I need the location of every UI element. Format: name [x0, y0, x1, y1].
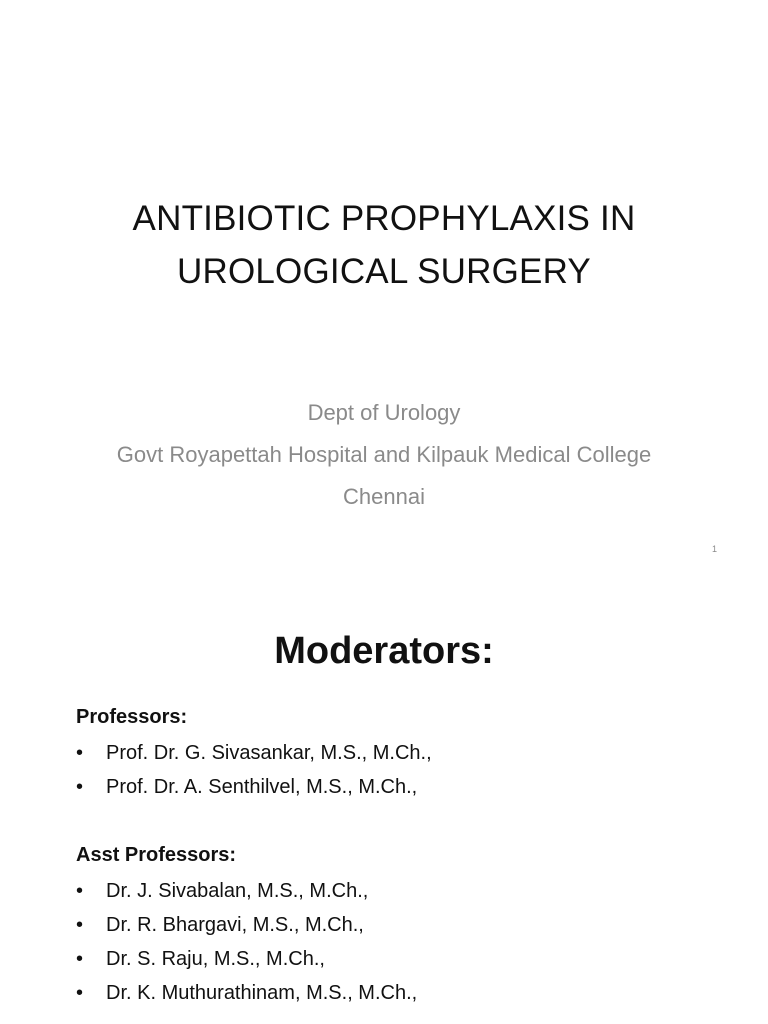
bullet-icon: • — [76, 914, 84, 936]
bullet-icon: • — [76, 982, 84, 1004]
bullet-icon: • — [76, 742, 84, 764]
professors-heading: Professors: — [76, 706, 188, 728]
subtitle-city: Chennai — [343, 484, 425, 509]
professors-list — [76, 736, 432, 804]
list-item: • Prof. Dr. G. Sivasankar, M.S., M.Ch., — [76, 736, 432, 770]
list-item: • Dr. S. Raju, M.S., M.Ch., — [76, 942, 417, 976]
title-line-1: ANTIBIOTIC PROPHYLAXIS IN — [132, 199, 636, 238]
subtitle-department: Dept of Urology — [307, 400, 461, 425]
subtitle-institution: Govt Royapettah Hospital and Kilpauk Medical College — [116, 442, 652, 467]
bullet-icon: • — [76, 948, 84, 970]
asst-professors-list — [76, 874, 417, 1010]
slide-title — [0, 192, 768, 298]
list-item: • Dr. K. Muthurathinam, M.S., M.Ch., — [76, 976, 417, 1010]
asst-professors-heading: Asst Professors: — [76, 844, 237, 866]
slide-moderators — [0, 576, 768, 1024]
moderators-title: Moderators: — [274, 630, 494, 672]
slide-subtitle — [0, 392, 768, 518]
bullet-icon: • — [76, 880, 84, 902]
list-item: • Dr. R. Bhargavi, M.S., M.Ch., — [76, 908, 417, 942]
list-item: • Prof. Dr. A. Senthilvel, M.S., M.Ch., — [76, 770, 432, 804]
list-item: • Dr. J. Sivabalan, M.S., M.Ch., — [76, 874, 417, 908]
page-number: 1 — [712, 544, 718, 554]
title-line-2: UROLOGICAL SURGERY — [177, 252, 591, 291]
bullet-icon: • — [76, 776, 84, 798]
